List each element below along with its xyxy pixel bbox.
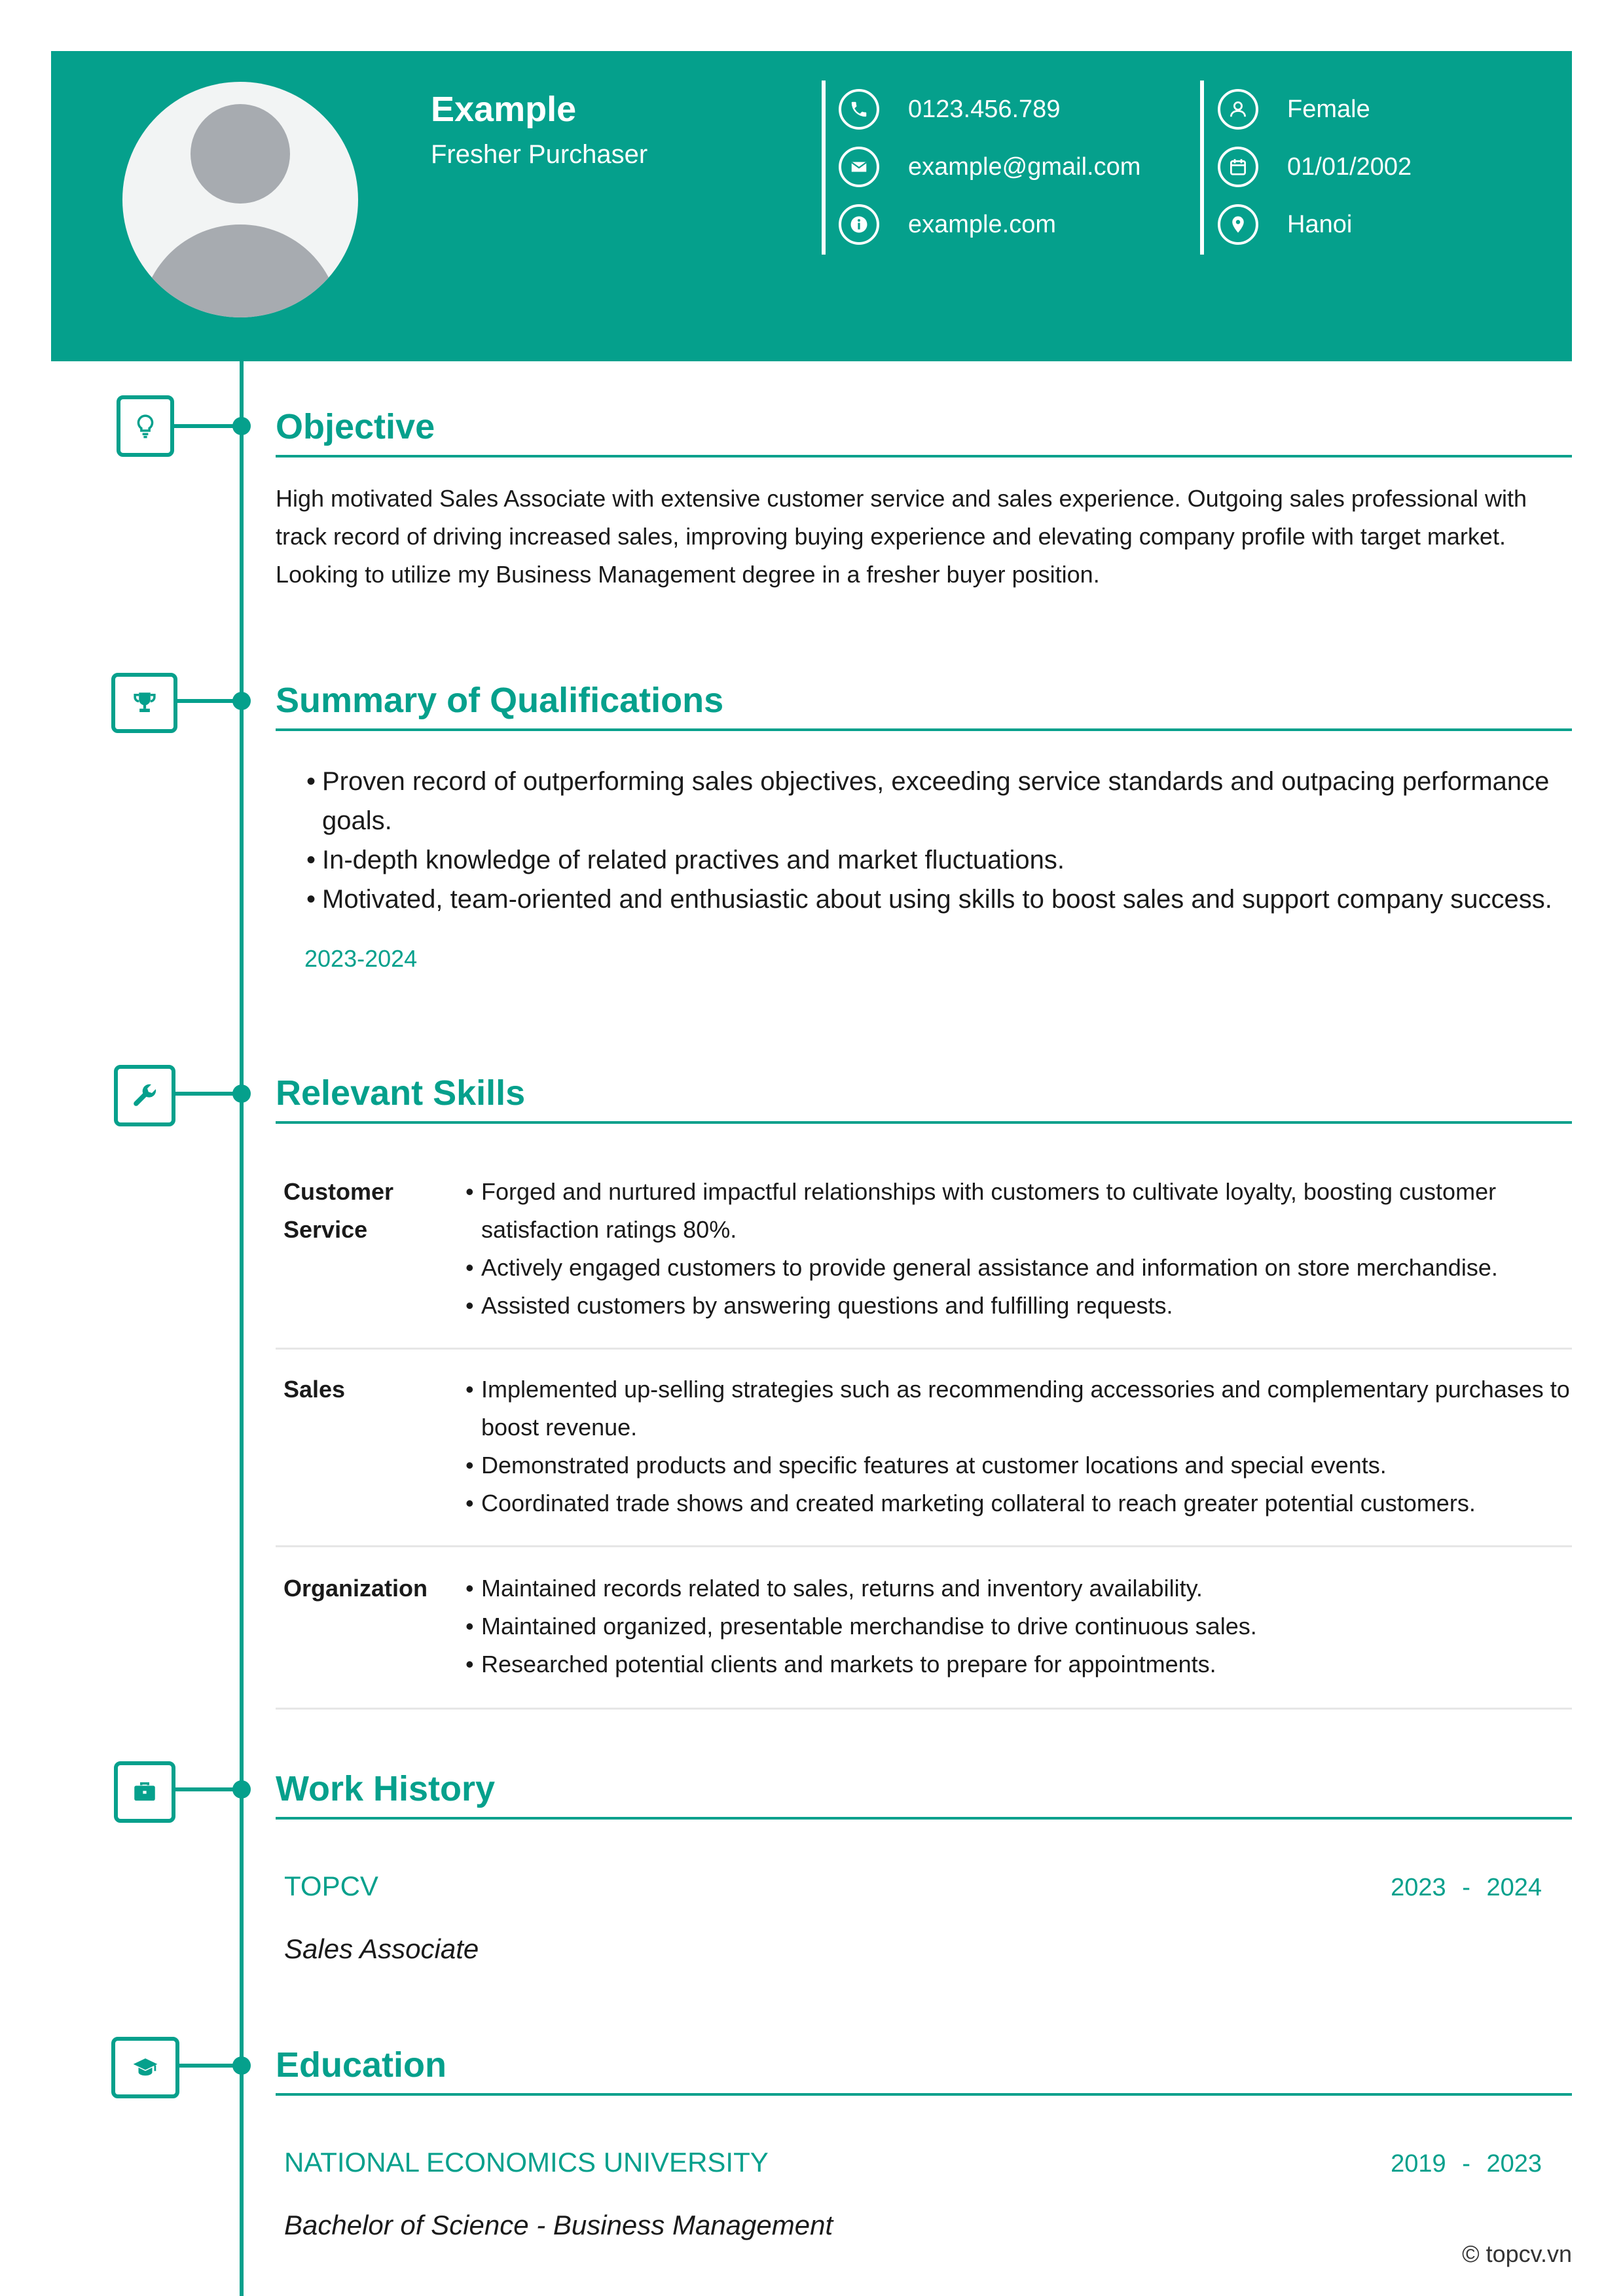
qualifications-year: 2023-2024 [304, 945, 418, 972]
list-item: • Proven record of outperforming sales objectives, exceeding service standards and outpacing performance goals. [306, 762, 1570, 840]
education-dates [1391, 2150, 1542, 2178]
contact-phone [839, 89, 1060, 130]
skill-row [276, 1173, 1572, 1350]
work-date-end: 2024 [1486, 1874, 1542, 1901]
education-date-separator: - [1462, 2150, 1470, 2178]
map-pin-icon [1218, 204, 1258, 245]
location-text: Hanoi [1287, 210, 1353, 238]
gender-text: Female [1287, 95, 1370, 123]
contact-location [1218, 204, 1352, 245]
work-title: Work History [276, 1768, 1572, 1820]
header-divider-1 [822, 81, 826, 255]
skill-group-list [465, 1371, 1578, 1522]
education-school: NATIONAL ECONOMICS UNIVERSITY [284, 2147, 769, 2178]
lightbulb-icon [117, 395, 174, 457]
work-dot [232, 1780, 251, 1799]
trophy-icon [111, 673, 177, 733]
list-item: • Researched potential clients and markets to prepare for appointments. [465, 1645, 1578, 1683]
work-marker [114, 1761, 175, 1823]
phone-text: 0123.456.789 [908, 95, 1061, 123]
skill-row [276, 1570, 1572, 1710]
skill-group-list [465, 1173, 1578, 1325]
skill-group-name: Organization [283, 1575, 428, 1602]
avatar-body [141, 224, 340, 317]
timeline-line [240, 361, 244, 2296]
header-divider-2 [1200, 81, 1204, 255]
user-icon [1218, 89, 1258, 130]
objective-text: High motivated Sales Associate with extensive customer service and sales experience. Outgoing sales professional with track record of driving increased sales, improving buying experience and elevating company profile with target market. Looking to utilize my Business Management degree in a fresher buyer position. [276, 485, 1527, 588]
list-item: • Motivated, team-oriented and enthusiastic about using skills to boost sales and support company success. [306, 880, 1570, 919]
birthday-text: 01/01/2002 [1287, 152, 1412, 181]
avatar-head [191, 104, 290, 204]
qualifications-list [306, 762, 1570, 919]
list-item: • Implemented up-selling strategies such as recommending accessories and complementary purchases to boost revenue. [465, 1371, 1578, 1446]
email-icon [839, 147, 879, 187]
work-date-separator: - [1462, 1874, 1470, 1901]
contact-website [839, 204, 1056, 245]
list-item: • Actively engaged customers to provide general assistance and information on store merchandise. [465, 1249, 1578, 1287]
website-text: example.com [908, 210, 1056, 238]
contact-birthday [1218, 147, 1412, 187]
work-position: Sales Associate [284, 1933, 479, 1964]
work-company: TOPCV [284, 1871, 378, 1901]
email-text: example@gmail.com [908, 152, 1141, 181]
avatar [122, 82, 358, 317]
work-dates [1391, 1874, 1542, 1902]
qualifications-dot [232, 692, 251, 710]
skills-connector [175, 1092, 240, 1096]
objective-dot [232, 417, 251, 435]
objective-marker [117, 395, 174, 457]
contact-gender [1218, 89, 1370, 130]
skill-group-list [465, 1570, 1578, 1683]
education-date-start: 2019 [1391, 2150, 1446, 2178]
education-degree: Bachelor of Science - Business Management [284, 2210, 833, 2240]
skills-title: Relevant Skills [276, 1072, 1572, 1124]
copyright-footer: © topcv.vn [1462, 2240, 1572, 2267]
qualifications-title: Summary of Qualifications [276, 679, 1572, 731]
qualifications-marker [111, 673, 177, 733]
list-item: • Assisted customers by answering questions and fulfilling requests. [465, 1287, 1578, 1325]
skill-row [276, 1371, 1572, 1547]
skill-group-name: Sales [283, 1376, 346, 1403]
education-dot [232, 2056, 251, 2075]
list-item: • Maintained organized, presentable merchandise to drive continuous sales. [465, 1607, 1578, 1645]
work-date-start: 2023 [1391, 1874, 1446, 1901]
list-item: • Coordinated trade shows and created marketing collateral to reach greater potential customers. [465, 1484, 1578, 1522]
list-item: • Forged and nurtured impactful relationships with customers to cultivate loyalty, boosting customer satisfaction ratings 80%. [465, 1173, 1578, 1249]
objective-title: Objective [276, 406, 1572, 457]
candidate-job-title: Fresher Purchaser [431, 140, 648, 169]
qualifications-connector [177, 699, 240, 703]
education-marker [111, 2037, 179, 2098]
list-item: • Demonstrated products and specific features at customer locations and special events. [465, 1446, 1578, 1484]
work-connector [175, 1787, 240, 1791]
objective-connector [174, 424, 240, 428]
briefcase-icon [114, 1761, 175, 1823]
skills-marker [114, 1065, 175, 1126]
list-item: • Maintained records related to sales, returns and inventory availability. [465, 1570, 1578, 1607]
wrench-icon [114, 1065, 175, 1126]
education-date-end: 2023 [1486, 2150, 1542, 2178]
education-title: Education [276, 2044, 1572, 2096]
education-connector [179, 2064, 240, 2068]
phone-icon [839, 89, 879, 130]
contact-email [839, 147, 1140, 187]
candidate-name: Example [431, 90, 577, 129]
calendar-icon [1218, 147, 1258, 187]
skill-group-name: Customer Service [283, 1178, 394, 1243]
info-icon [839, 204, 879, 245]
list-item: • In-depth knowledge of related practives and market fluctuations. [306, 840, 1570, 880]
skills-dot [232, 1085, 251, 1103]
header-banner [51, 51, 1572, 361]
graduation-cap-icon [111, 2037, 179, 2098]
